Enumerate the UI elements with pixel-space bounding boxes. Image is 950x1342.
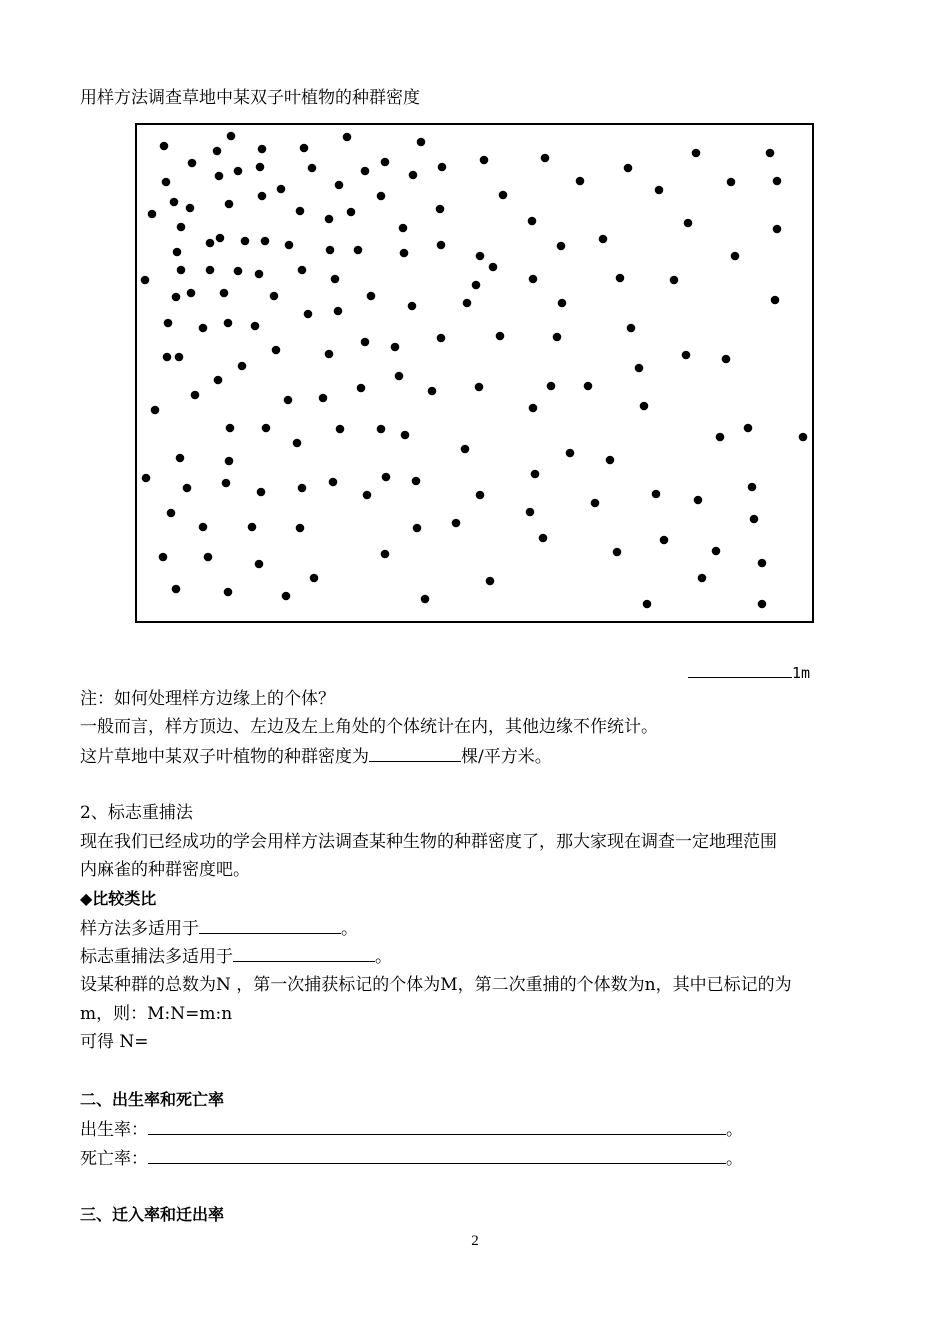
plant-dot — [225, 457, 234, 466]
markrecap-blank[interactable] — [233, 945, 375, 962]
plant-dot — [285, 241, 294, 250]
plant-dot — [177, 266, 186, 275]
plant-dot — [624, 164, 633, 173]
plant-dot — [428, 387, 437, 396]
plant-dot — [694, 496, 703, 505]
plant-dot — [606, 456, 615, 465]
section-birth-title: 二、出生率和死亡率 — [80, 1090, 225, 1109]
plant-dot — [222, 479, 231, 488]
birth-label: 出生率： — [80, 1120, 148, 1140]
plant-dot — [528, 217, 537, 226]
plant-dot — [475, 383, 484, 392]
plant-dot — [613, 548, 622, 557]
plant-dot — [744, 424, 753, 433]
quadrat-border — [136, 124, 813, 622]
quadrat-question — [80, 917, 358, 940]
plant-dot — [799, 433, 808, 442]
death-label: 死亡率： — [80, 1149, 148, 1169]
plant-dot — [272, 346, 281, 355]
formula-line-2: m，则：M:N=m:n — [80, 1004, 233, 1024]
plant-dot — [331, 275, 340, 284]
section2-para-2: 内麻雀的种群密度吧。 — [80, 860, 250, 880]
plant-dot — [227, 132, 236, 141]
plant-dot — [496, 332, 505, 341]
plant-dot — [160, 142, 169, 151]
plant-dot — [282, 592, 291, 601]
plant-dot — [213, 147, 222, 156]
plant-dot — [421, 595, 430, 604]
plant-dot — [363, 491, 372, 500]
birth-question — [80, 1118, 743, 1141]
scale-label: 1m — [792, 664, 811, 682]
plant-dot — [526, 508, 535, 517]
plant-dot — [325, 215, 334, 224]
plant-dot — [308, 164, 317, 173]
plant-dot — [413, 524, 422, 533]
plant-dot — [382, 473, 391, 482]
plant-dot — [731, 252, 740, 261]
plant-dot — [225, 200, 234, 209]
plant-dot — [224, 319, 233, 328]
plant-dot — [258, 145, 267, 154]
plant-dot — [652, 490, 661, 499]
plant-dot — [472, 281, 481, 290]
plant-dot — [172, 293, 181, 302]
plant-dot — [343, 133, 352, 142]
plant-dot — [670, 276, 679, 285]
plant-dot — [566, 449, 575, 458]
plant-dot — [766, 149, 775, 158]
plant-dot — [258, 192, 267, 201]
plant-dot — [175, 353, 184, 362]
plant-dot — [461, 445, 470, 454]
plant-dot — [329, 478, 338, 487]
plant-dot — [310, 574, 319, 583]
density-suffix: 棵/平方米。 — [461, 747, 552, 767]
plant-dot — [206, 239, 215, 248]
plant-dot — [748, 483, 757, 492]
note-question: 注：如何处理样方边缘上的个体？ — [80, 689, 335, 709]
plant-dot — [773, 177, 782, 186]
plant-dot — [557, 242, 566, 251]
plant-dot — [214, 376, 223, 385]
death-blank[interactable] — [148, 1147, 726, 1164]
page-number: 2 — [471, 1233, 479, 1249]
plant-dot — [177, 223, 186, 232]
scale-bar — [688, 661, 810, 684]
plant-dot — [437, 334, 446, 343]
plant-dot — [325, 350, 334, 359]
plant-dot — [635, 364, 644, 373]
plant-dot — [437, 241, 446, 250]
plant-dot — [640, 402, 649, 411]
plant-dot — [148, 210, 157, 219]
plant-dot — [712, 547, 721, 556]
plant-dot — [163, 353, 172, 362]
plant-dot — [377, 425, 386, 434]
plant-dot — [241, 237, 250, 246]
density-prefix: 这片草地中某双子叶植物的种群密度为 — [80, 747, 369, 767]
plant-dot — [216, 234, 225, 243]
plant-dot — [399, 224, 408, 233]
plant-dot — [142, 474, 151, 483]
plant-dot — [727, 178, 736, 187]
plant-dot — [304, 310, 313, 319]
plant-dot — [261, 237, 270, 246]
plant-dot — [476, 252, 485, 261]
birth-suffix: 。 — [726, 1120, 743, 1140]
plant-dot — [771, 296, 780, 305]
plant-dot — [167, 509, 176, 518]
plant-dot — [660, 536, 669, 545]
plant-dot — [270, 292, 279, 301]
plant-dot — [417, 138, 426, 147]
plant-dot — [248, 523, 257, 532]
section2-title: 2、标志重捕法 — [80, 803, 193, 823]
plant-dot — [336, 425, 345, 434]
plant-dot — [541, 154, 550, 163]
plant-dot — [354, 246, 363, 255]
plant-dot — [300, 144, 309, 153]
plant-dot — [486, 577, 495, 586]
plant-dot — [151, 406, 160, 415]
plant-dot — [187, 289, 196, 298]
plant-dot — [361, 338, 370, 347]
plant-dot — [170, 198, 179, 207]
plant-dot — [326, 246, 335, 255]
plant-dot — [293, 439, 302, 448]
plant-dot — [191, 391, 200, 400]
plant-dot — [529, 404, 538, 413]
plant-dot — [452, 519, 461, 528]
plant-dot — [251, 322, 260, 331]
quadrat-blank[interactable] — [199, 917, 341, 934]
plant-dot — [395, 372, 404, 381]
plant-dot — [438, 163, 447, 172]
markrecap-question — [80, 945, 392, 968]
plant-dot — [409, 171, 418, 180]
death-question — [80, 1147, 743, 1170]
plant-dot — [627, 324, 636, 333]
plant-dot — [377, 192, 386, 201]
plant-dot — [576, 177, 585, 186]
plant-dot — [357, 384, 366, 393]
birth-blank[interactable] — [148, 1118, 726, 1135]
plant-dot — [257, 488, 266, 497]
quadrat-plot — [135, 123, 814, 623]
plant-dot — [188, 159, 197, 168]
note-answer: 一般而言，样方顶边、左边及左上角处的个体统计在内，其他边缘不作统计。 — [80, 717, 658, 737]
plant-dot — [698, 574, 707, 583]
plant-dot — [296, 207, 305, 216]
section2-para-1: 现在我们已经成功的学会用样方法调查某种生物的种群密度了，那大家现在调查一定地理范围 — [80, 832, 777, 852]
plant-dot — [255, 560, 264, 569]
plant-dot — [684, 219, 693, 228]
plant-dot — [335, 181, 344, 190]
plant-dot — [162, 178, 171, 187]
plant-dot — [262, 424, 271, 433]
plant-dot — [183, 484, 192, 493]
plant-dot — [773, 225, 782, 234]
plant-dot — [172, 585, 181, 594]
plant-dot — [391, 343, 400, 352]
plant-dot — [277, 185, 286, 194]
plant-dot — [284, 396, 293, 405]
plant-dot — [436, 205, 445, 214]
plant-dot — [141, 276, 150, 285]
plant-dot — [381, 158, 390, 167]
plant-dot — [224, 588, 233, 597]
plant-dot — [206, 266, 215, 275]
plant-dot — [539, 534, 548, 543]
plant-dot — [234, 167, 243, 176]
markrecap-prefix: 标志重捕法多适用于 — [80, 947, 233, 967]
plant-dot — [489, 263, 498, 272]
page-title: 用样方法调查草地中某双子叶植物的种群密度 — [80, 88, 420, 108]
plant-dot — [692, 149, 701, 158]
plant-dot — [381, 550, 390, 559]
markrecap-suffix: 。 — [375, 947, 392, 967]
plant-dot — [234, 267, 243, 276]
density-blank[interactable] — [369, 745, 461, 762]
plant-dot — [319, 394, 328, 403]
plant-dot — [716, 433, 725, 442]
death-suffix: 。 — [726, 1149, 743, 1169]
plant-dot — [220, 289, 229, 298]
plant-dot — [226, 424, 235, 433]
plant-dot — [531, 470, 540, 479]
plant-dot — [499, 191, 508, 200]
plant-dot — [238, 362, 247, 371]
plant-dot — [682, 351, 691, 360]
plant-dot — [164, 319, 173, 328]
plant-dot — [722, 355, 731, 364]
compare-heading: ◆比较类比 — [80, 889, 157, 908]
plant-dot — [296, 524, 305, 533]
plant-dot — [558, 299, 567, 308]
plant-dot — [204, 553, 213, 562]
density-question — [80, 745, 552, 768]
plant-dot — [298, 266, 307, 275]
plant-dot — [215, 172, 224, 181]
plant-dot — [412, 477, 421, 486]
plant-dot — [256, 163, 265, 172]
plant-dot — [529, 275, 538, 284]
quadrat-prefix: 样方法多适用于 — [80, 919, 199, 939]
plant-dot — [758, 600, 767, 609]
plant-dot — [361, 167, 370, 176]
plant-dot — [655, 186, 664, 195]
plant-dot — [480, 156, 489, 165]
plant-dot — [547, 382, 556, 391]
plant-dot — [347, 208, 356, 217]
plant-dot — [186, 204, 195, 213]
plant-dot — [553, 333, 562, 342]
section-migration-title: 三、迁入率和迁出率 — [80, 1205, 225, 1224]
plant-dot — [173, 248, 182, 257]
plant-dot — [591, 499, 600, 508]
quadrat-suffix: 。 — [341, 919, 358, 939]
plant-dot — [758, 559, 767, 568]
formula-line-1: 设某种群的总数为N ，第一次捕获标记的个体为M，第二次重捕的个体数为n，其中已标记的为 — [80, 975, 792, 995]
plant-dot — [643, 600, 652, 609]
plant-dot — [367, 292, 376, 301]
plant-dot — [750, 515, 759, 524]
plant-dot — [199, 324, 208, 333]
plant-dot — [463, 299, 472, 308]
formula-line-3: 可得 N= — [80, 1032, 149, 1052]
plant-dot — [298, 484, 307, 493]
plant-dot — [176, 454, 185, 463]
plant-dot — [334, 307, 343, 316]
plant-dot — [408, 302, 417, 311]
plant-dot — [599, 235, 608, 244]
plant-dot — [199, 523, 208, 532]
plant-dot — [255, 270, 264, 279]
plant-dot — [400, 249, 409, 258]
plant-dot — [616, 274, 625, 283]
plant-dot — [584, 382, 593, 391]
scale-line — [688, 661, 792, 678]
plant-dot — [401, 431, 410, 440]
plant-dot — [476, 491, 485, 500]
plant-dot — [159, 553, 168, 562]
